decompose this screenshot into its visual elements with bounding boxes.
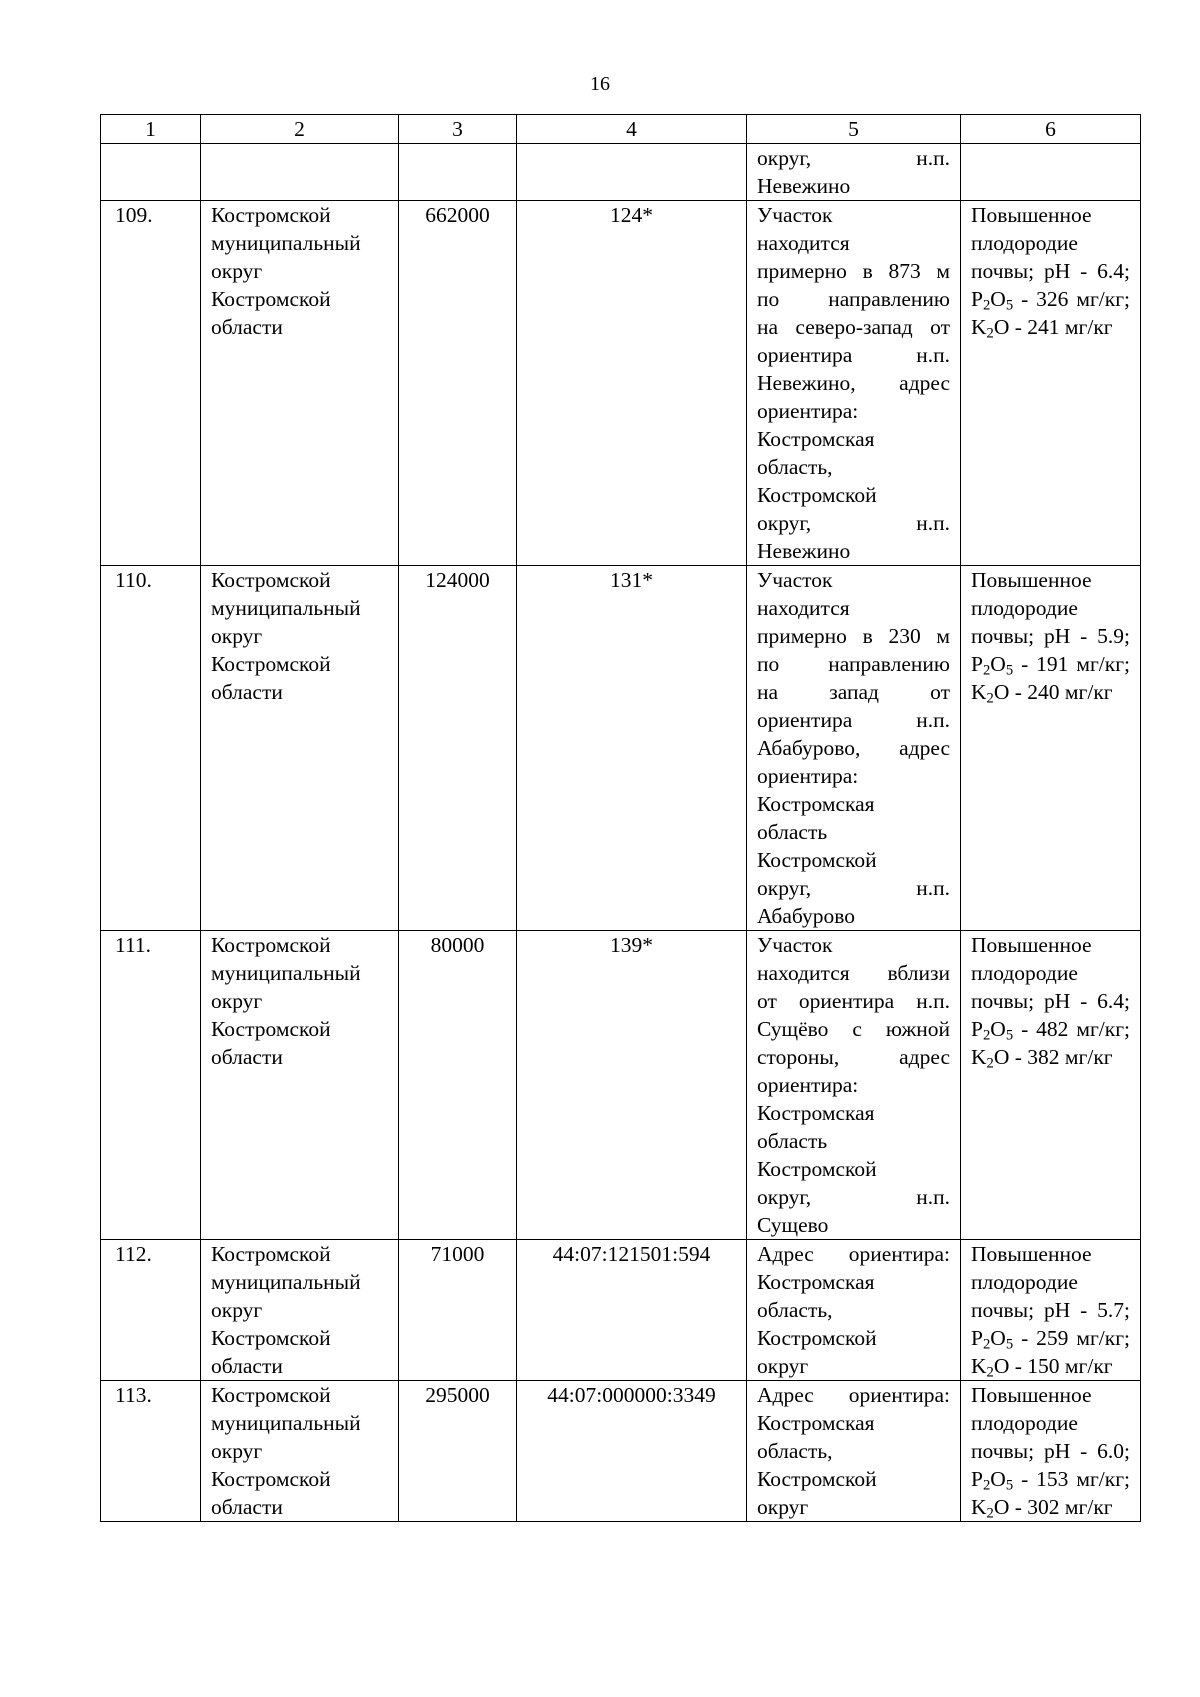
location-line: округ bbox=[757, 1495, 809, 1519]
table-body bbox=[101, 144, 1141, 1522]
soil-p2o5-formula bbox=[971, 652, 1014, 679]
location-line: Костромская bbox=[757, 1270, 875, 1294]
location-line: на северо-запад от bbox=[757, 315, 950, 339]
row-area: 124000 bbox=[399, 566, 517, 931]
row-cadastral: 44:07:121501:594 bbox=[517, 1240, 747, 1381]
row-location bbox=[747, 1240, 961, 1381]
formula-p: P bbox=[971, 1326, 983, 1350]
soil-lead: Повышенное плодородие почвы; pH - bbox=[971, 933, 1092, 1013]
soil-p2o5-value: - 482 bbox=[1021, 1017, 1069, 1041]
location-line: Участок bbox=[757, 568, 833, 592]
header-col-4: 4 bbox=[517, 115, 747, 144]
location-line: область, bbox=[757, 1439, 833, 1463]
district-line: Костромской bbox=[211, 287, 331, 311]
district-line: Костромской bbox=[211, 568, 331, 592]
formula-sub: 2 bbox=[986, 1505, 994, 1522]
continuation-line: Невежино bbox=[757, 174, 851, 198]
table-row bbox=[101, 931, 1141, 1240]
location-line: округ bbox=[757, 1354, 809, 1378]
row-location bbox=[747, 931, 961, 1240]
soil-unit: мг/кг; bbox=[1076, 1017, 1130, 1041]
soil-ph-value: 6.0; bbox=[1097, 1439, 1130, 1463]
formula-k: K bbox=[971, 1495, 987, 1519]
district-line: округ bbox=[211, 259, 263, 283]
district-line: области bbox=[211, 1045, 283, 1069]
location-line: область bbox=[757, 820, 828, 844]
soil-unit: мг/кг; bbox=[1076, 652, 1130, 676]
formula-sub: 2 bbox=[986, 325, 994, 342]
location-line: Невежино, адрес bbox=[757, 371, 950, 395]
continuation-cell-2 bbox=[201, 144, 399, 201]
location-line: область, bbox=[757, 1298, 833, 1322]
location-line: округ, н.п. bbox=[757, 1185, 950, 1209]
district-line: области bbox=[211, 315, 283, 339]
location-line: Адрес ориентира: bbox=[757, 1242, 950, 1266]
district-line: Костромской bbox=[211, 203, 331, 227]
formula-sub: 2 bbox=[982, 297, 991, 314]
formula-o: O bbox=[993, 315, 1010, 339]
row-number: 110. bbox=[101, 566, 201, 931]
location-line: область bbox=[757, 1129, 828, 1153]
location-line: Костромская bbox=[757, 427, 875, 451]
row-area: 80000 bbox=[399, 931, 517, 1240]
soil-dash: - bbox=[1014, 1045, 1022, 1069]
table-row bbox=[101, 1381, 1141, 1522]
district-line: округ bbox=[211, 1439, 263, 1463]
row-area: 71000 bbox=[399, 1240, 517, 1381]
location-line: Невежино bbox=[757, 539, 851, 563]
district-line: муниципальный bbox=[211, 596, 361, 620]
formula-sub: 2 bbox=[982, 662, 991, 679]
location-line: ориентира: bbox=[757, 1073, 859, 1097]
formula-k: K bbox=[971, 680, 987, 704]
formula-sub: 5 bbox=[1005, 662, 1014, 679]
district-line: округ bbox=[211, 1298, 263, 1322]
soil-k2o-formula bbox=[971, 1354, 1010, 1381]
row-location bbox=[747, 1381, 961, 1522]
soil-k2o-formula bbox=[971, 315, 1010, 342]
location-line: находится bbox=[757, 596, 850, 620]
row-district bbox=[201, 1240, 399, 1381]
formula-k: K bbox=[971, 1354, 987, 1378]
location-line: находится вблизи bbox=[757, 961, 950, 985]
district-line: муниципальный bbox=[211, 1270, 361, 1294]
formula-o: O bbox=[993, 680, 1010, 704]
formula-sub: 5 bbox=[1005, 1336, 1014, 1353]
location-line: ориентира н.п. bbox=[757, 343, 950, 367]
table-row bbox=[101, 566, 1141, 931]
page-number: 16 bbox=[590, 73, 610, 95]
soil-p2o5-formula bbox=[971, 1017, 1014, 1044]
formula-o: O bbox=[990, 652, 1006, 676]
soil-unit: мг/кг; bbox=[1076, 287, 1130, 311]
soil-p2o5-value: - 191 bbox=[1021, 652, 1069, 676]
soil-k2o-formula bbox=[971, 680, 1010, 707]
header-col-3: 3 bbox=[399, 115, 517, 144]
formula-k: K bbox=[971, 1045, 987, 1069]
header-row bbox=[101, 115, 1141, 144]
continuation-line: округ, н.п. bbox=[757, 146, 950, 170]
location-line: округ, н.п. bbox=[757, 511, 950, 535]
formula-o: O bbox=[993, 1045, 1010, 1069]
location-line: Адрес ориентира: bbox=[757, 1383, 950, 1407]
row-cadastral: 124* bbox=[517, 201, 747, 566]
location-line: по направлению bbox=[757, 287, 950, 311]
row-area: 295000 bbox=[399, 1381, 517, 1522]
location-line: на запад от bbox=[757, 680, 950, 704]
soil-lead: Повышенное плодородие почвы; pH - bbox=[971, 568, 1092, 648]
formula-sub: 2 bbox=[982, 1477, 991, 1494]
row-district bbox=[201, 1381, 399, 1522]
formula-o: O bbox=[990, 1467, 1006, 1491]
district-line: Костромской bbox=[211, 1326, 331, 1350]
row-district bbox=[201, 201, 399, 566]
formula-k: K bbox=[971, 315, 987, 339]
formula-p: P bbox=[971, 652, 983, 676]
location-line: Абабурово, адрес bbox=[757, 736, 950, 760]
district-line: Костромской bbox=[211, 1017, 331, 1041]
formula-sub: 5 bbox=[1005, 1477, 1014, 1494]
district-line: области bbox=[211, 1495, 283, 1519]
soil-p2o5-value: - 153 bbox=[1021, 1467, 1069, 1491]
row-soil bbox=[961, 566, 1141, 931]
formula-sub: 2 bbox=[982, 1336, 991, 1353]
location-line: Костромской bbox=[757, 1467, 877, 1491]
soil-k2o-value: 150 мг/кг bbox=[1027, 1354, 1113, 1378]
row-cadastral: 44:07:000000:3349 bbox=[517, 1381, 747, 1522]
soil-k2o-formula bbox=[971, 1045, 1010, 1072]
location-line: примерно в 873 м bbox=[757, 259, 950, 283]
row-location bbox=[747, 566, 961, 931]
location-line: Костромской bbox=[757, 1326, 877, 1350]
formula-p: P bbox=[971, 1017, 983, 1041]
row-number: 112. bbox=[101, 1240, 201, 1381]
soil-lead: Повышенное плодородие почвы; pH - bbox=[971, 203, 1092, 283]
soil-ph-value: 6.4; bbox=[1097, 989, 1130, 1013]
row-district bbox=[201, 566, 399, 931]
location-line: округ, н.п. bbox=[757, 876, 950, 900]
soil-dash: - bbox=[1014, 315, 1022, 339]
location-line: Костромская bbox=[757, 792, 875, 816]
soil-dash: - bbox=[1014, 1495, 1022, 1519]
formula-o: O bbox=[993, 1495, 1010, 1519]
row-soil bbox=[961, 1240, 1141, 1381]
soil-k2o-value: 240 мг/кг bbox=[1027, 680, 1113, 704]
soil-lead: Повышенное плодородие почвы; pH - bbox=[971, 1242, 1092, 1322]
row-location bbox=[747, 201, 961, 566]
location-line: находится bbox=[757, 231, 850, 255]
formula-o: O bbox=[990, 1326, 1006, 1350]
row-cadastral: 139* bbox=[517, 931, 747, 1240]
header-col-1: 1 bbox=[101, 115, 201, 144]
row-number: 113. bbox=[101, 1381, 201, 1522]
header-col-5: 5 bbox=[747, 115, 961, 144]
location-line: Сущёво с южной bbox=[757, 1017, 950, 1041]
continuation-row bbox=[101, 144, 1141, 201]
continuation-cell-4 bbox=[517, 144, 747, 201]
continuation-cell-3 bbox=[399, 144, 517, 201]
row-soil bbox=[961, 201, 1141, 566]
formula-sub: 2 bbox=[986, 1055, 994, 1072]
soil-ph-value: 6.4; bbox=[1097, 259, 1130, 283]
soil-ph-value: 5.9; bbox=[1097, 624, 1130, 648]
formula-sub: 2 bbox=[986, 1364, 994, 1381]
location-line: Костромской bbox=[757, 483, 877, 507]
location-line: Костромской bbox=[757, 848, 877, 872]
soil-k2o-formula bbox=[971, 1495, 1010, 1522]
soil-dash: - bbox=[1014, 1354, 1022, 1378]
formula-p: P bbox=[971, 287, 983, 311]
formula-o: O bbox=[993, 1354, 1010, 1378]
formula-o: O bbox=[990, 287, 1006, 311]
district-line: округ bbox=[211, 624, 263, 648]
district-line: Костромской bbox=[211, 933, 331, 957]
soil-p2o5-formula bbox=[971, 1326, 1014, 1353]
table-row bbox=[101, 1240, 1141, 1381]
formula-p: P bbox=[971, 1467, 983, 1491]
formula-o: O bbox=[990, 1017, 1006, 1041]
location-line: Абабурово bbox=[757, 904, 856, 928]
location-line: примерно в 230 м bbox=[757, 624, 950, 648]
district-line: области bbox=[211, 1354, 283, 1378]
district-line: муниципальный bbox=[211, 961, 361, 985]
location-line: от ориентира н.п. bbox=[757, 989, 950, 1013]
row-number: 109. bbox=[101, 201, 201, 566]
location-line: Сущево bbox=[757, 1213, 829, 1237]
continuation-location bbox=[747, 144, 961, 201]
location-line: область, bbox=[757, 455, 833, 479]
location-line: Участок bbox=[757, 203, 833, 227]
header-col-6: 6 bbox=[961, 115, 1141, 144]
table-row bbox=[101, 201, 1141, 566]
district-line: Костромской bbox=[211, 1242, 331, 1266]
land-plots-table bbox=[100, 114, 1141, 1522]
district-line: муниципальный bbox=[211, 1411, 361, 1435]
district-line: Костромской bbox=[211, 1467, 331, 1491]
location-line: Костромской bbox=[757, 1157, 877, 1181]
location-line: ориентира н.п. bbox=[757, 708, 950, 732]
soil-p2o5-value: - 259 bbox=[1021, 1326, 1069, 1350]
soil-p2o5-formula bbox=[971, 287, 1014, 314]
header-col-2: 2 bbox=[201, 115, 399, 144]
formula-sub: 5 bbox=[1005, 1027, 1014, 1044]
location-line: Костромская bbox=[757, 1411, 875, 1435]
soil-unit: мг/кг; bbox=[1076, 1326, 1130, 1350]
soil-p2o5-value: - 326 bbox=[1021, 287, 1069, 311]
location-line: Участок bbox=[757, 933, 833, 957]
continuation-cell-1 bbox=[101, 144, 201, 201]
district-line: Костромской bbox=[211, 1383, 331, 1407]
row-soil bbox=[961, 931, 1141, 1240]
district-line: округ bbox=[211, 989, 263, 1013]
row-cadastral: 131* bbox=[517, 566, 747, 931]
district-line: области bbox=[211, 680, 283, 704]
row-area: 662000 bbox=[399, 201, 517, 566]
continuation-cell-6 bbox=[961, 144, 1141, 201]
formula-sub: 5 bbox=[1005, 297, 1014, 314]
soil-unit: мг/кг; bbox=[1076, 1467, 1130, 1491]
soil-p2o5-formula bbox=[971, 1467, 1014, 1494]
row-soil bbox=[961, 1381, 1141, 1522]
row-number: 111. bbox=[101, 931, 201, 1240]
location-line: ориентира: bbox=[757, 399, 859, 423]
soil-dash: - bbox=[1014, 680, 1022, 704]
row-district bbox=[201, 931, 399, 1240]
location-line: по направлению bbox=[757, 652, 950, 676]
formula-sub: 2 bbox=[986, 690, 994, 707]
soil-ph-value: 5.7; bbox=[1097, 1298, 1130, 1322]
soil-k2o-value: 382 мг/кг bbox=[1027, 1045, 1113, 1069]
table-header bbox=[101, 115, 1141, 144]
district-line: Костромской bbox=[211, 652, 331, 676]
district-line: муниципальный bbox=[211, 231, 361, 255]
soil-k2o-value: 302 мг/кг bbox=[1027, 1495, 1113, 1519]
formula-sub: 2 bbox=[982, 1027, 991, 1044]
soil-k2o-value: 241 мг/кг bbox=[1027, 315, 1113, 339]
location-line: Костромская bbox=[757, 1101, 875, 1125]
location-line: стороны, адрес bbox=[757, 1045, 950, 1069]
soil-lead: Повышенное плодородие почвы; pH - bbox=[971, 1383, 1092, 1463]
location-line: ориентира: bbox=[757, 764, 859, 788]
